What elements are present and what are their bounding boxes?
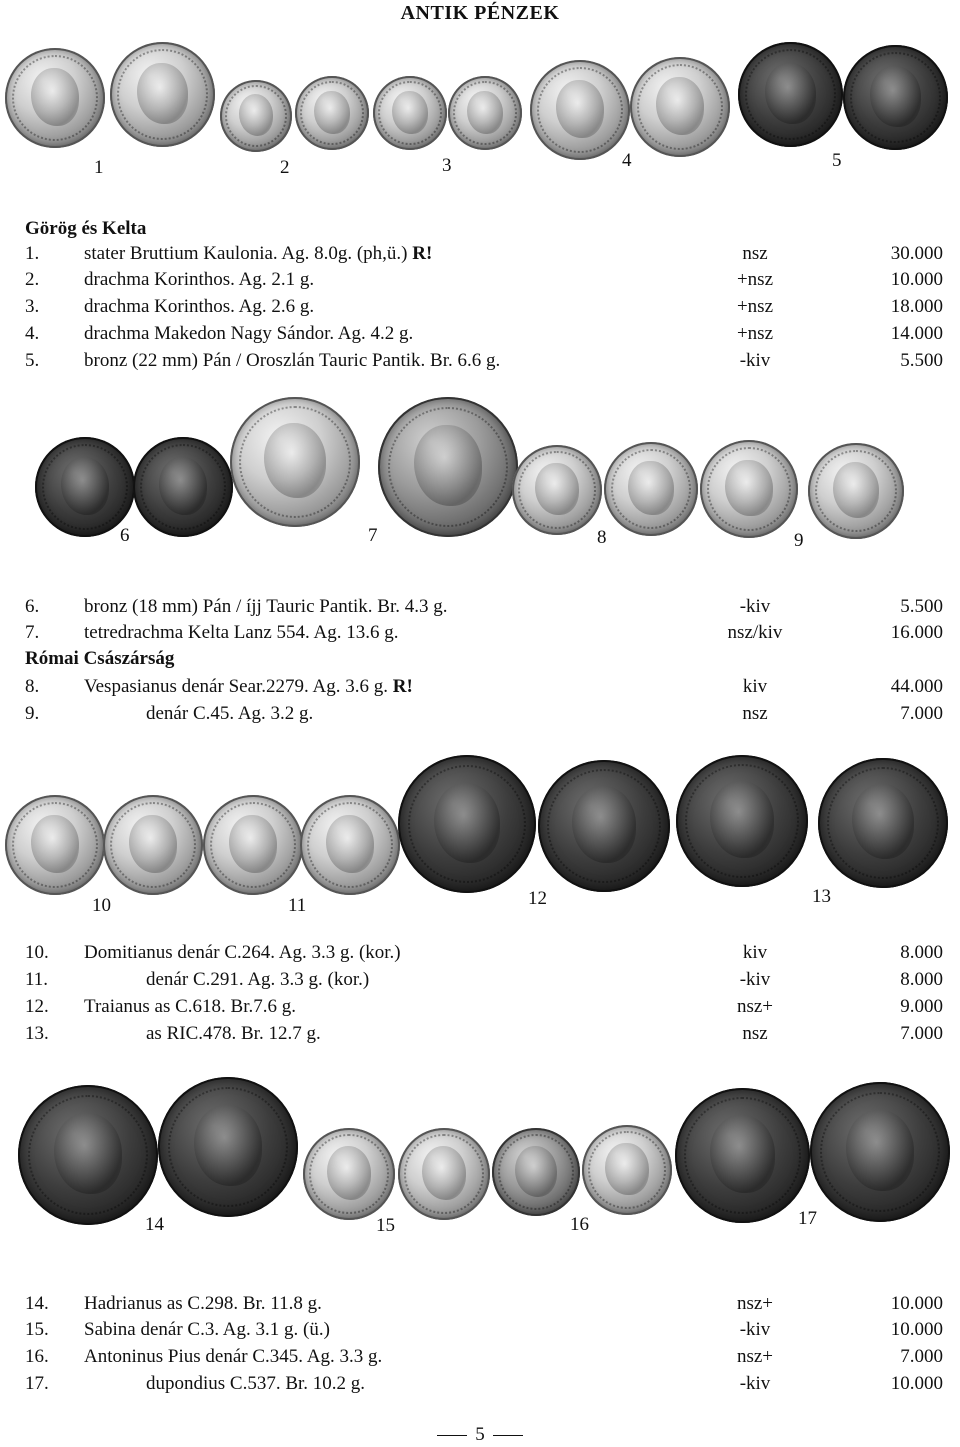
coin-label: 2 [280,157,290,178]
rarity-mark: R! [392,676,413,697]
item-description: denár C.45. Ag. 3.2 g. [146,703,314,724]
catalog-row [0,1293,960,1319]
item-price: 16.000 [890,622,943,643]
item-number: 17. [25,1373,49,1394]
item-price: 8.000 [900,942,943,963]
coin-label: 10 [92,895,111,916]
catalog-row [0,703,960,729]
item-price: 44.000 [890,676,943,697]
coin-image [676,755,808,887]
coin-image [512,445,602,535]
item-grade: nsz+ [736,996,774,1017]
item-description: Traianus as C.618. Br.7.6 g. [84,996,297,1017]
item-number: 12. [25,996,49,1017]
coin-label: 4 [622,150,632,171]
coin-label: 7 [368,525,378,546]
item-number: 15. [25,1319,49,1340]
coin-image [448,76,522,150]
coin-image [738,42,843,147]
item-price: 10.000 [890,1373,943,1394]
footer-dash [493,1435,523,1436]
coin-image [110,42,215,147]
item-number: 8. [25,676,40,697]
coin-image [5,795,105,895]
item-description: Sabina denár C.3. Ag. 3.1 g. (ü.) [84,1319,330,1340]
page-number: 5 [475,1424,485,1445]
item-number: 9. [25,703,40,724]
catalog-row [0,969,960,995]
coin-label: 6 [120,525,130,546]
coin-image [675,1088,810,1223]
item-grade: +nsz [736,296,774,317]
coin-label: 3 [442,155,452,176]
item-price: 8.000 [900,969,943,990]
coin-image [808,443,904,539]
item-description: drachma Makedon Nagy Sándor. Ag. 4.2 g. [84,323,414,344]
item-number: 4. [25,323,40,344]
coin-label: 14 [145,1214,164,1235]
catalog-row [0,1373,960,1399]
section-heading: Római Császárság [25,648,175,669]
item-number: 14. [25,1293,49,1314]
coin-label: 5 [832,150,842,171]
rarity-mark: R! [412,243,433,264]
coin-image [398,1128,490,1220]
coin-image [398,755,536,893]
coin-label: 13 [812,886,831,907]
coin-image [18,1085,158,1225]
item-number: 3. [25,296,40,317]
item-grade: nsz [742,703,768,724]
item-description: denár C.291. Ag. 3.3 g. (kor.) [146,969,370,990]
coin-image [530,60,630,160]
item-price: 5.500 [900,350,943,371]
item-description: drachma Korinthos. Ag. 2.6 g. [84,296,315,317]
item-price: 10.000 [890,1319,943,1340]
item-description: bronz (22 mm) Pán / Oroszlán Tauric Pantik. Br. 6.6 g. [84,350,501,371]
item-grade: nsz [742,243,768,264]
item-description: tetredrachma Kelta Lanz 554. Ag. 13.6 g. [84,622,399,643]
coin-image [700,440,798,538]
item-description: drachma Korinthos. Ag. 2.1 g. [84,269,315,290]
coin-image [492,1128,580,1216]
item-grade: nsz/kiv [727,622,783,643]
coin-label: 12 [528,888,547,909]
item-price: 9.000 [900,996,943,1017]
coin-image [303,1128,395,1220]
item-description: Hadrianus as C.298. Br. 11.8 g. [84,1293,322,1314]
catalog-row [0,942,960,968]
item-description: stater Bruttium Kaulonia. Ag. 8.0g. (ph,ü.) R! [84,243,433,264]
section-heading: Görög és Kelta [25,218,147,239]
coin-image [630,57,730,157]
coin-image [103,795,203,895]
footer-dash [437,1435,467,1436]
coin-label: 17 [798,1208,817,1229]
coin-image [604,442,698,536]
coin-image [158,1077,298,1217]
item-description: as RIC.478. Br. 12.7 g. [146,1023,321,1044]
page-footer [0,1424,960,1446]
item-number: 13. [25,1023,49,1044]
coin-image [5,48,105,148]
item-price: 18.000 [890,296,943,317]
catalog-row [0,350,960,376]
item-description: dupondius C.537. Br. 10.2 g. [146,1373,366,1394]
item-price: 14.000 [890,323,943,344]
coin-label: 1 [94,157,104,178]
item-description: Antoninus Pius denár C.345. Ag. 3.3 g. [84,1346,383,1367]
item-grade: -kiv [739,350,771,371]
item-price: 10.000 [890,1293,943,1314]
item-grade: +nsz [736,269,774,290]
item-number: 2. [25,269,40,290]
item-number: 6. [25,596,40,617]
catalog-row [0,596,960,622]
item-price: 30.000 [890,243,943,264]
item-grade: nsz+ [736,1346,774,1367]
item-description: Domitianus denár C.264. Ag. 3.3 g. (kor.) [84,942,401,963]
item-grade: -kiv [739,1373,771,1394]
item-price: 7.000 [900,1023,943,1044]
coin-image [538,760,670,892]
coin-image [133,437,233,537]
item-description: Vespasianus denár Sear.2279. Ag. 3.6 g. R! [84,676,413,697]
item-grade: +nsz [736,323,774,344]
catalog-row [0,296,960,322]
item-price: 5.500 [900,596,943,617]
item-grade: -kiv [739,969,771,990]
item-price: 10.000 [890,269,943,290]
item-number: 10. [25,942,49,963]
catalog-row [0,676,960,702]
catalog-row [0,996,960,1022]
item-grade: kiv [742,676,768,697]
coin-label: 16 [570,1214,589,1235]
coin-label: 15 [376,1215,395,1236]
coin-image [582,1125,672,1215]
catalog-row [0,323,960,349]
item-number: 5. [25,350,40,371]
coin-image [230,397,360,527]
coin-label: 9 [794,530,804,551]
item-grade: -kiv [739,1319,771,1340]
coin-image [843,45,948,150]
item-price: 7.000 [900,703,943,724]
item-description: bronz (18 mm) Pán / íjj Tauric Pantik. Br. 4.3 g. [84,596,448,617]
page-title: ANTIK PÉNZEK [400,2,560,24]
item-number: 7. [25,622,40,643]
coin-label: 8 [597,527,607,548]
coin-image [810,1082,950,1222]
coin-image [203,795,303,895]
item-grade: -kiv [739,596,771,617]
coin-image [300,795,400,895]
catalog-row [0,1023,960,1049]
item-grade: kiv [742,942,768,963]
item-price: 7.000 [900,1346,943,1367]
coin-image [373,76,447,150]
coin-label: 11 [288,895,307,916]
item-number: 16. [25,1346,49,1367]
coin-image [378,397,518,537]
catalog-row [0,1346,960,1372]
coin-image [220,80,292,152]
coin-image [295,76,369,150]
catalog-row [0,1319,960,1345]
catalog-row [0,269,960,295]
item-number: 11. [25,969,49,990]
catalog-row [0,622,960,648]
coin-image [35,437,135,537]
item-number: 1. [25,243,40,264]
item-grade: nsz [742,1023,768,1044]
item-grade: nsz+ [736,1293,774,1314]
coin-image [818,758,948,888]
catalog-row [0,243,960,269]
